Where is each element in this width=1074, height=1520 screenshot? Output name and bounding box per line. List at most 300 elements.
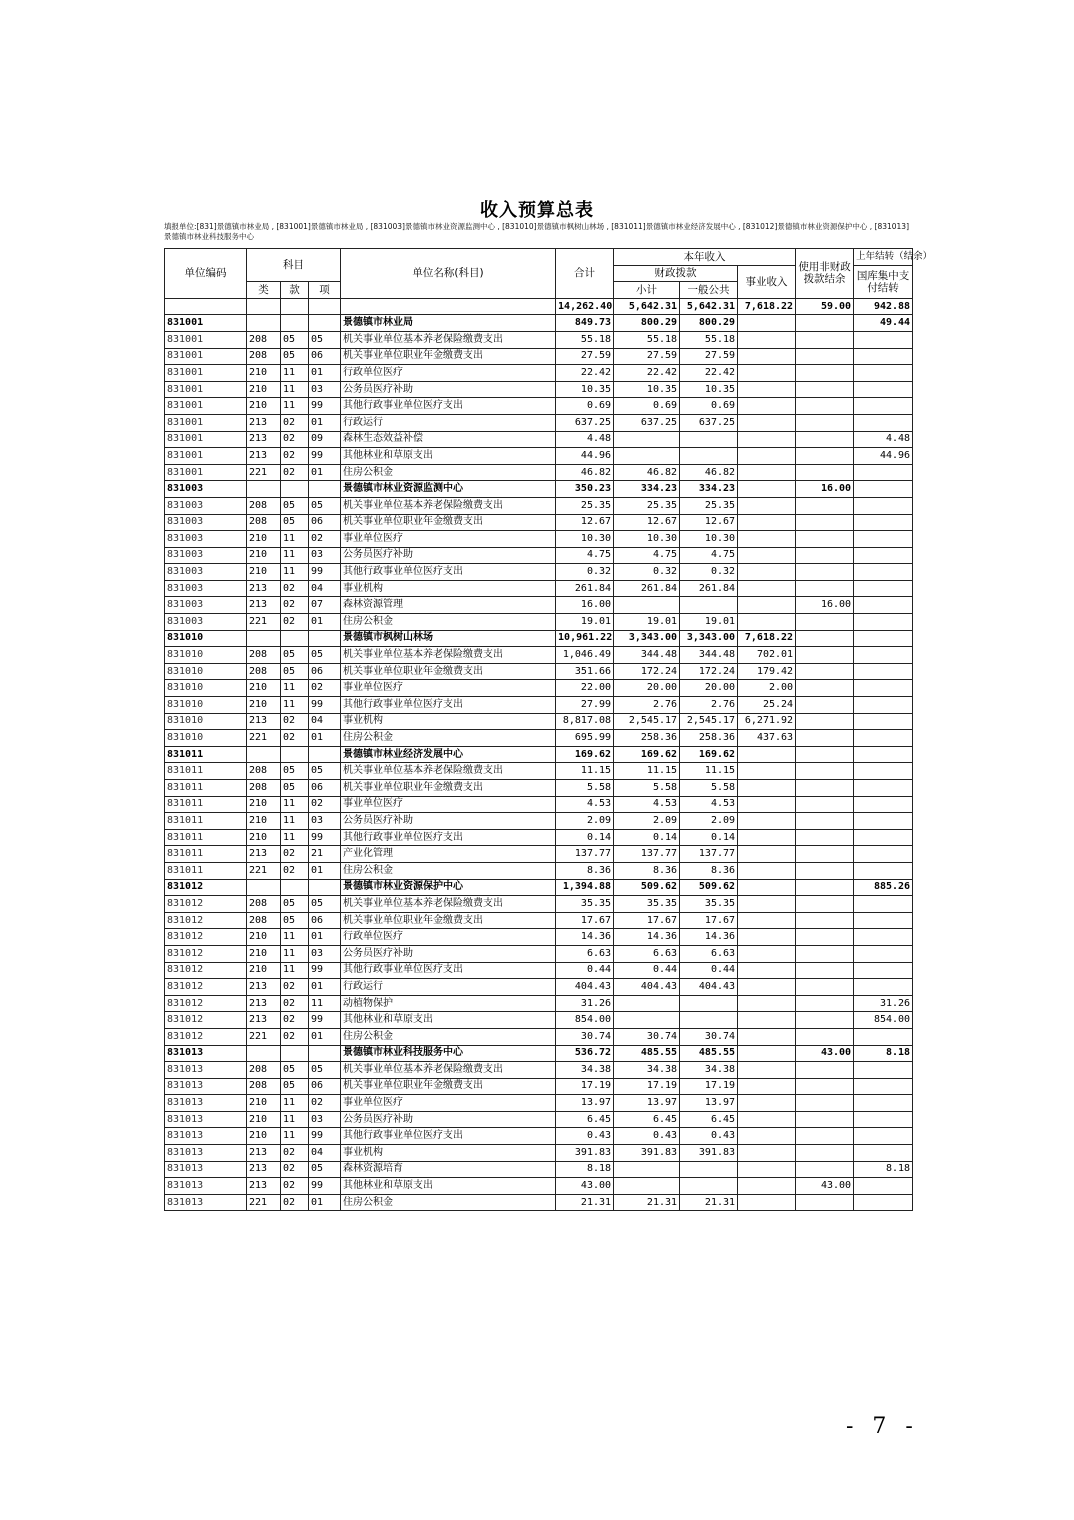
amount-cell: 13.97: [614, 1095, 680, 1112]
subject-lei-cell: 208: [247, 1062, 281, 1079]
amount-cell: [738, 780, 796, 797]
total-cell: 942.88: [854, 298, 913, 315]
amount-cell: [738, 763, 796, 780]
subject-name-cell: 事业机构: [341, 580, 556, 597]
amount-cell: 12.67: [680, 514, 738, 531]
unit-code-cell: 831010: [165, 713, 247, 730]
subject-name-cell: 行政运行: [341, 414, 556, 431]
amount-cell: 17.19: [556, 1078, 614, 1095]
unit-name-cell: 景德镇市林业资源监测中心: [341, 481, 556, 498]
subject-lei-cell: 213: [247, 1161, 281, 1178]
unit-code-cell: 831012: [165, 929, 247, 946]
unit-code-cell: 831012: [165, 912, 247, 929]
amount-cell: [738, 1161, 796, 1178]
subject-name-cell: 其他林业和草原支出: [341, 1012, 556, 1029]
subject-kuan-cell: 02: [281, 846, 309, 863]
subject-xiang-cell: 99: [309, 962, 341, 979]
amount-cell: [738, 348, 796, 365]
unit-name-cell: 景德镇市林业资源保护中心: [341, 879, 556, 896]
unit-code-cell: 831001: [165, 431, 247, 448]
amount-cell: [796, 630, 854, 647]
subject-name-cell: 住房公积金: [341, 730, 556, 747]
subject-name-cell: 机关事业单位职业年金缴费支出: [341, 663, 556, 680]
amount-cell: 14.36: [614, 929, 680, 946]
subject-lei-cell: 213: [247, 995, 281, 1012]
subject-kuan-cell: 05: [281, 331, 309, 348]
amount-cell: 2.09: [680, 813, 738, 830]
subject-xiang-cell: 05: [309, 763, 341, 780]
subject-lei-cell: 213: [247, 846, 281, 863]
amount-cell: [796, 414, 854, 431]
subject-kuan-cell: 11: [281, 1095, 309, 1112]
subject-name-cell: 公务员医疗补助: [341, 945, 556, 962]
table-row: [165, 381, 913, 398]
table-row: [165, 365, 913, 382]
subject-kuan-cell: 02: [281, 431, 309, 448]
amount-cell: [796, 1161, 854, 1178]
unit-code-cell: 831012: [165, 879, 247, 896]
amount-cell: 137.77: [680, 846, 738, 863]
subject-xiang-cell: 05: [309, 647, 341, 664]
amount-cell: [796, 813, 854, 830]
amount-cell: [796, 398, 854, 415]
subject-xiang-cell: 01: [309, 730, 341, 747]
amount-cell: [796, 1145, 854, 1162]
unit-code-cell: 831001: [165, 381, 247, 398]
table-row: [165, 929, 913, 946]
amount-cell: 19.01: [680, 614, 738, 631]
subject-name-cell: 其他行政事业单位医疗支出: [341, 829, 556, 846]
subject-lei-cell: 208: [247, 331, 281, 348]
subject-xiang-cell: 04: [309, 580, 341, 597]
amount-cell: 30.74: [614, 1028, 680, 1045]
header-total: 合计: [556, 249, 614, 299]
amount-cell: 13.97: [680, 1095, 738, 1112]
unit-code-cell: 831001: [165, 315, 247, 332]
amount-cell: 22.42: [556, 365, 614, 382]
amount-cell: 5.58: [614, 780, 680, 797]
subject-xiang-cell: 01: [309, 1194, 341, 1211]
amount-cell: 6.45: [680, 1111, 738, 1128]
subject-kuan-cell: 02: [281, 414, 309, 431]
amount-cell: [614, 431, 680, 448]
filing-unit-text: 填报单位:[831]景德镇市林业局 , [831001]景德镇市林业局 , [831003]景德镇市林业资源监测中心 , [831010]景德镇市枫树山林场 , [831011]景德镇市林业经济发展中心 , [831012]景德镇市林业资源保护中心 , [831013]景德镇市林业科技服务中心: [164, 222, 909, 241]
amount-cell: 169.62: [614, 746, 680, 763]
subject-xiang-cell: 05: [309, 896, 341, 913]
amount-cell: 27.59: [680, 348, 738, 365]
table-row-unit: [165, 630, 913, 647]
amount-cell: 172.24: [614, 663, 680, 680]
amount-cell: 0.69: [556, 398, 614, 415]
unit-code-cell: 831010: [165, 730, 247, 747]
amount-cell: [796, 547, 854, 564]
amount-cell: 49.44: [854, 315, 913, 332]
amount-cell: 5.58: [556, 780, 614, 797]
amount-cell: 344.48: [680, 647, 738, 664]
amount-cell: [738, 829, 796, 846]
amount-cell: [738, 1012, 796, 1029]
subject-xiang-cell: 99: [309, 1128, 341, 1145]
amount-cell: 8.36: [556, 862, 614, 879]
amount-cell: 509.62: [680, 879, 738, 896]
amount-cell: [680, 597, 738, 614]
subject-xiang-cell: 06: [309, 1078, 341, 1095]
amount-cell: 0.44: [556, 962, 614, 979]
amount-cell: 10.35: [614, 381, 680, 398]
table-row: [165, 896, 913, 913]
amount-cell: [854, 1095, 913, 1112]
subject-name-cell: 森林资源培育: [341, 1161, 556, 1178]
header-xiang: 项: [309, 282, 341, 299]
amount-cell: 0.14: [680, 829, 738, 846]
amount-cell: 14.36: [556, 929, 614, 946]
amount-cell: 46.82: [680, 464, 738, 481]
amount-cell: [854, 1145, 913, 1162]
subject-lei-cell: 210: [247, 531, 281, 548]
amount-cell: [680, 431, 738, 448]
empty-cell: [247, 630, 281, 647]
table-row: [165, 1028, 913, 1045]
subject-name-cell: 住房公积金: [341, 1194, 556, 1211]
unit-code-cell: 831013: [165, 1128, 247, 1145]
subject-name-cell: 行政单位医疗: [341, 929, 556, 946]
subject-lei-cell: 208: [247, 497, 281, 514]
amount-cell: 35.35: [556, 896, 614, 913]
amount-cell: [854, 547, 913, 564]
amount-cell: 25.35: [614, 497, 680, 514]
amount-cell: 509.62: [614, 879, 680, 896]
amount-cell: 34.38: [556, 1062, 614, 1079]
amount-cell: 849.73: [556, 315, 614, 332]
subject-kuan-cell: 02: [281, 713, 309, 730]
subject-xiang-cell: 99: [309, 829, 341, 846]
amount-cell: 2.76: [680, 697, 738, 714]
header-subtotal: 小计: [614, 282, 680, 299]
amount-cell: 27.99: [556, 697, 614, 714]
amount-cell: 8,817.08: [556, 713, 614, 730]
amount-cell: 14.36: [680, 929, 738, 946]
unit-code-cell: 831012: [165, 1028, 247, 1045]
amount-cell: 25.35: [680, 497, 738, 514]
amount-cell: [854, 1128, 913, 1145]
amount-cell: [854, 580, 913, 597]
amount-cell: [854, 962, 913, 979]
subject-lei-cell: 213: [247, 979, 281, 996]
subject-lei-cell: 210: [247, 945, 281, 962]
amount-cell: 22.42: [680, 365, 738, 382]
subject-kuan-cell: 11: [281, 962, 309, 979]
amount-cell: [796, 1078, 854, 1095]
amount-cell: [796, 1111, 854, 1128]
amount-cell: [738, 979, 796, 996]
subject-kuan-cell: 02: [281, 1194, 309, 1211]
amount-cell: 30.74: [680, 1028, 738, 1045]
total-cell: 5,642.31: [680, 298, 738, 315]
amount-cell: [796, 331, 854, 348]
amount-cell: 31.26: [556, 995, 614, 1012]
amount-cell: 2.00: [738, 680, 796, 697]
table-row: [165, 464, 913, 481]
amount-cell: [854, 514, 913, 531]
subject-lei-cell: 210: [247, 680, 281, 697]
amount-cell: [738, 912, 796, 929]
table-row: [165, 796, 913, 813]
amount-cell: 7,618.22: [738, 630, 796, 647]
amount-cell: [796, 564, 854, 581]
amount-cell: [796, 879, 854, 896]
subject-name-cell: 住房公积金: [341, 1028, 556, 1045]
subject-lei-cell: 210: [247, 1111, 281, 1128]
subject-kuan-cell: 05: [281, 647, 309, 664]
amount-cell: [854, 663, 913, 680]
subject-name-cell: 机关事业单位基本养老保险缴费支出: [341, 1062, 556, 1079]
table-row: [165, 846, 913, 863]
empty-cell: [281, 746, 309, 763]
amount-cell: 800.29: [614, 315, 680, 332]
amount-cell: [796, 929, 854, 946]
table-row-total: [165, 298, 913, 315]
amount-cell: 351.66: [556, 663, 614, 680]
amount-cell: [738, 862, 796, 879]
amount-cell: 258.36: [614, 730, 680, 747]
unit-code-cell: 831011: [165, 746, 247, 763]
subject-xiang-cell: 06: [309, 663, 341, 680]
amount-cell: [796, 796, 854, 813]
amount-cell: [854, 896, 913, 913]
amount-cell: 10.30: [680, 531, 738, 548]
subject-kuan-cell: 11: [281, 945, 309, 962]
amount-cell: 17.19: [614, 1078, 680, 1095]
amount-cell: [796, 846, 854, 863]
header-lei: 类: [247, 282, 281, 299]
amount-cell: 0.14: [614, 829, 680, 846]
subject-xiang-cell: 01: [309, 862, 341, 879]
amount-cell: [854, 331, 913, 348]
empty-cell: [309, 481, 341, 498]
amount-cell: [796, 896, 854, 913]
amount-cell: 800.29: [680, 315, 738, 332]
table-row: [165, 1095, 913, 1112]
amount-cell: 3,343.00: [614, 630, 680, 647]
unit-code-cell: 831013: [165, 1111, 247, 1128]
amount-cell: [854, 697, 913, 714]
unit-code-cell: 831003: [165, 481, 247, 498]
amount-cell: 30.74: [556, 1028, 614, 1045]
subject-lei-cell: 213: [247, 1012, 281, 1029]
subject-xiang-cell: 05: [309, 497, 341, 514]
amount-cell: 4.75: [614, 547, 680, 564]
amount-cell: 0.69: [614, 398, 680, 415]
amount-cell: [796, 647, 854, 664]
amount-cell: 437.63: [738, 730, 796, 747]
subject-xiang-cell: 01: [309, 614, 341, 631]
amount-cell: [796, 912, 854, 929]
unit-code-cell: 831012: [165, 979, 247, 996]
subject-kuan-cell: 05: [281, 912, 309, 929]
subject-name-cell: 事业单位医疗: [341, 531, 556, 548]
amount-cell: [796, 1095, 854, 1112]
amount-cell: [854, 979, 913, 996]
amount-cell: [854, 780, 913, 797]
subject-xiang-cell: 99: [309, 1012, 341, 1029]
amount-cell: [738, 746, 796, 763]
subject-name-cell: 事业机构: [341, 713, 556, 730]
table-row: [165, 1145, 913, 1162]
amount-cell: 6.45: [614, 1111, 680, 1128]
amount-cell: 44.96: [854, 448, 913, 465]
header-business-income: 事业收入: [738, 265, 796, 298]
amount-cell: [854, 1111, 913, 1128]
table-row: [165, 448, 913, 465]
subject-lei-cell: 210: [247, 962, 281, 979]
unit-code-cell: 831003: [165, 564, 247, 581]
amount-cell: [614, 1178, 680, 1195]
subject-kuan-cell: 05: [281, 514, 309, 531]
amount-cell: [796, 1012, 854, 1029]
amount-cell: [738, 547, 796, 564]
subject-name-cell: 其他林业和草原支出: [341, 1178, 556, 1195]
subject-lei-cell: 221: [247, 1028, 281, 1045]
amount-cell: 6.63: [556, 945, 614, 962]
amount-cell: 10.30: [556, 531, 614, 548]
amount-cell: [738, 414, 796, 431]
subject-xiang-cell: 03: [309, 945, 341, 962]
subject-name-cell: 其他行政事业单位医疗支出: [341, 1128, 556, 1145]
amount-cell: 1,046.49: [556, 647, 614, 664]
amount-cell: 25.24: [738, 697, 796, 714]
subject-name-cell: 其他林业和草原支出: [341, 448, 556, 465]
amount-cell: [854, 929, 913, 946]
income-budget-table: [164, 248, 933, 1211]
amount-cell: 854.00: [854, 1012, 913, 1029]
unit-code-cell: 831011: [165, 862, 247, 879]
subject-name-cell: 公务员医疗补助: [341, 1111, 556, 1128]
subject-name-cell: 住房公积金: [341, 614, 556, 631]
amount-cell: 172.24: [680, 663, 738, 680]
amount-cell: 0.32: [680, 564, 738, 581]
subject-name-cell: 机关事业单位职业年金缴费支出: [341, 1078, 556, 1095]
amount-cell: 4.53: [556, 796, 614, 813]
unit-code-cell: 831010: [165, 647, 247, 664]
unit-code-cell: 831003: [165, 614, 247, 631]
amount-cell: 55.18: [680, 331, 738, 348]
subject-lei-cell: 213: [247, 713, 281, 730]
unit-code-cell: 831001: [165, 414, 247, 431]
amount-cell: [680, 448, 738, 465]
subject-kuan-cell: 02: [281, 1161, 309, 1178]
amount-cell: [854, 365, 913, 382]
subject-lei-cell: 210: [247, 365, 281, 382]
amount-cell: [738, 564, 796, 581]
subject-lei-cell: 208: [247, 1078, 281, 1095]
amount-cell: 21.31: [556, 1194, 614, 1211]
amount-cell: [796, 746, 854, 763]
amount-cell: [738, 929, 796, 946]
subject-name-cell: 机关事业单位基本养老保险缴费支出: [341, 896, 556, 913]
subject-kuan-cell: 02: [281, 614, 309, 631]
subject-xiang-cell: 02: [309, 796, 341, 813]
unit-code-cell: 831003: [165, 531, 247, 548]
amount-cell: 16.00: [796, 597, 854, 614]
amount-cell: 258.36: [680, 730, 738, 747]
amount-cell: 55.18: [556, 331, 614, 348]
unit-code-cell: 831011: [165, 829, 247, 846]
subject-kuan-cell: 02: [281, 1028, 309, 1045]
amount-cell: 0.32: [614, 564, 680, 581]
amount-cell: [854, 1178, 913, 1195]
amount-cell: 0.69: [680, 398, 738, 415]
subject-kuan-cell: 05: [281, 896, 309, 913]
subject-lei-cell: 221: [247, 464, 281, 481]
amount-cell: [796, 697, 854, 714]
total-cell: 14,262.40: [556, 298, 614, 315]
table-row: [165, 398, 913, 415]
amount-cell: [796, 829, 854, 846]
amount-cell: [680, 1161, 738, 1178]
table-row: [165, 497, 913, 514]
table-row: [165, 813, 913, 830]
amount-cell: 10.35: [556, 381, 614, 398]
table-row: [165, 547, 913, 564]
amount-cell: [854, 381, 913, 398]
amount-cell: 137.77: [614, 846, 680, 863]
unit-code-cell: 831003: [165, 597, 247, 614]
table-row: [165, 680, 913, 697]
amount-cell: 22.00: [556, 680, 614, 697]
amount-cell: 43.00: [556, 1178, 614, 1195]
unit-code-cell: 831011: [165, 763, 247, 780]
unit-name-cell: 景德镇市枫树山林场: [341, 630, 556, 647]
amount-cell: 485.55: [680, 1045, 738, 1062]
amount-cell: [854, 763, 913, 780]
subject-name-cell: 机关事业单位职业年金缴费支出: [341, 780, 556, 797]
amount-cell: 391.83: [614, 1145, 680, 1162]
empty-cell: [281, 630, 309, 647]
amount-cell: [738, 497, 796, 514]
subject-name-cell: 行政单位医疗: [341, 365, 556, 382]
amount-cell: 6.45: [556, 1111, 614, 1128]
unit-code-cell: 831013: [165, 1095, 247, 1112]
subject-lei-cell: 210: [247, 697, 281, 714]
amount-cell: [738, 398, 796, 415]
subject-lei-cell: 213: [247, 597, 281, 614]
unit-code-cell: 831011: [165, 846, 247, 863]
subject-lei-cell: 208: [247, 663, 281, 680]
subject-name-cell: 动植物保护: [341, 995, 556, 1012]
unit-code-cell: 831001: [165, 365, 247, 382]
subject-xiang-cell: 01: [309, 414, 341, 431]
subject-name-cell: 产业化管理: [341, 846, 556, 863]
subject-xiang-cell: 06: [309, 348, 341, 365]
amount-cell: [796, 663, 854, 680]
amount-cell: [854, 1028, 913, 1045]
amount-cell: [796, 862, 854, 879]
subject-kuan-cell: 11: [281, 829, 309, 846]
amount-cell: 261.84: [614, 580, 680, 597]
amount-cell: 4.48: [556, 431, 614, 448]
amount-cell: [738, 846, 796, 863]
subject-kuan-cell: 05: [281, 348, 309, 365]
empty-cell: [309, 1045, 341, 1062]
subject-lei-cell: 213: [247, 414, 281, 431]
unit-code-cell: 831001: [165, 398, 247, 415]
amount-cell: [796, 381, 854, 398]
table-row: [165, 597, 913, 614]
subject-lei-cell: 221: [247, 862, 281, 879]
amount-cell: [854, 1062, 913, 1079]
amount-cell: [854, 398, 913, 415]
amount-cell: 4.53: [614, 796, 680, 813]
